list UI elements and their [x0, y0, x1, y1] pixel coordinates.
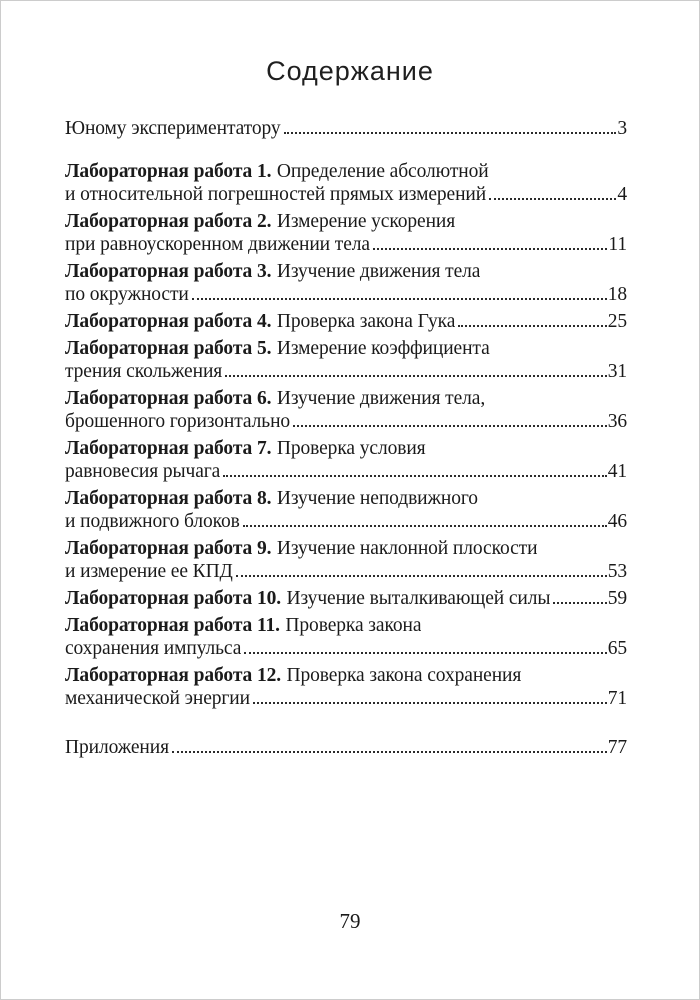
toc-entry [65, 210, 627, 256]
toc-entry-label: Лабораторная работа 11. [65, 615, 280, 636]
toc-entry-title: Проверка закона Гука [276, 311, 456, 332]
toc-entry-line1 [65, 614, 627, 637]
toc-entry-label: Лабораторная работа 2. [65, 211, 272, 232]
toc-entry-title-continuation: трения скольжения [65, 361, 223, 382]
toc-entry-line1 [65, 260, 627, 283]
toc-entry-line2 [65, 183, 627, 206]
toc-entry-page: 4 [617, 184, 627, 205]
dot-leader [244, 652, 606, 654]
toc-entry-title: Изучение движения тела, [276, 388, 486, 409]
toc-entry-title-continuation: механической энергии [65, 688, 250, 709]
toc-entry-page: 53 [607, 561, 627, 582]
dot-leader [243, 525, 607, 527]
toc-entry-title: Измерение коэффициента [276, 338, 490, 359]
toc-entry-page: 41 [607, 461, 627, 482]
toc-entry-page: 11 [608, 234, 627, 255]
toc-entry-title: Проверка закона [285, 615, 422, 636]
toc-entry [65, 587, 627, 610]
toc-entry-title-continuation: сохранения импульса [65, 638, 242, 659]
toc-entry-page: 46 [607, 511, 627, 532]
toc-entry-page: 36 [607, 411, 627, 432]
toc-entry-title: Проверка условия [276, 438, 426, 459]
toc-entry-label: Лабораторная работа 5. [65, 338, 272, 359]
toc-entry-line1 [65, 437, 627, 460]
toc-entry-title: Изучение неподвижного [276, 488, 478, 509]
toc-entry-line1 [65, 487, 627, 510]
toc-entry-label: Лабораторная работа 1. [65, 161, 272, 182]
toc-entry [65, 736, 627, 759]
toc-entry-line1 [65, 387, 627, 410]
toc-entry [65, 664, 627, 710]
toc-entry [65, 310, 627, 333]
toc-entry-line2 [65, 233, 627, 256]
toc-entry-label: Лабораторная работа 9. [65, 538, 272, 559]
toc-entry-title-continuation: и измерение ее КПД [65, 561, 233, 582]
toc-entry-label: Лабораторная работа 8. [65, 488, 272, 509]
toc-entry-page: 3 [617, 118, 627, 139]
toc-entry-label: Лабораторная работа 12. [65, 665, 282, 686]
toc-entry [65, 614, 627, 660]
dot-leader [236, 575, 607, 577]
toc-entry-title: Измерение ускорения [276, 211, 456, 232]
toc-entry-line1 [65, 736, 627, 759]
toc-entry-line1 [65, 664, 627, 687]
page-number: 79 [339, 909, 361, 933]
dot-leader [192, 298, 607, 300]
toc-entry-page: 65 [607, 638, 627, 659]
dot-leader [489, 198, 616, 200]
toc-entry-line2 [65, 510, 627, 533]
toc-entry-title-continuation: брошенного горизонтально [65, 411, 291, 432]
toc-entry-line2 [65, 687, 627, 710]
toc-entry-line2 [65, 560, 627, 583]
toc-entry-label: Лабораторная работа 10. [65, 588, 282, 609]
dot-leader [373, 248, 607, 250]
toc-entry-line1 [65, 587, 627, 610]
dot-leader [284, 132, 617, 134]
dot-leader [223, 475, 606, 477]
toc-entry-title: Приложения [65, 737, 169, 758]
toc-entry-label: Лабораторная работа 4. [65, 311, 272, 332]
toc-entry [65, 387, 627, 433]
toc-entry-line1 [65, 310, 627, 333]
toc-entry-title-continuation: по окружности [65, 284, 189, 305]
toc-entry-page: 71 [607, 688, 627, 709]
toc-entry [65, 160, 627, 206]
toc-entry [65, 337, 627, 383]
toc-entry-label: Лабораторная работа 3. [65, 261, 272, 282]
toc-entry-label: Лабораторная работа 6. [65, 388, 272, 409]
toc-entry-title-continuation: при равноускоренном движении тела [65, 234, 370, 255]
toc-entry-label: Лабораторная работа 7. [65, 438, 272, 459]
dot-leader [225, 375, 607, 377]
toc-entry-page: 77 [607, 737, 627, 758]
dot-leader [458, 325, 606, 327]
toc-entry-line2 [65, 283, 627, 306]
toc-entry [65, 260, 627, 306]
toc-entry-title-continuation: и подвижного блоков [65, 511, 240, 532]
toc-entry-title: Проверка закона сохранения [286, 665, 522, 686]
toc-entry-page: 59 [607, 588, 627, 609]
toc-entry-title-continuation: равновесия рычага [65, 461, 221, 482]
toc-entry [65, 117, 627, 140]
toc-entry-line1 [65, 117, 627, 140]
dot-leader [553, 602, 606, 604]
toc-entry [65, 437, 627, 483]
toc-entry-title: Юному экспериментатору [65, 118, 281, 139]
toc-entry-line1 [65, 337, 627, 360]
toc-entry [65, 537, 627, 583]
toc-entry-line2 [65, 360, 627, 383]
page-title: Содержание [266, 56, 434, 86]
toc-entry-line2 [65, 410, 627, 433]
toc-entry-line1 [65, 210, 627, 233]
dot-leader [253, 702, 607, 704]
dot-leader [172, 751, 607, 753]
toc-entry-page: 31 [607, 361, 627, 382]
table-of-contents [0, 86, 700, 759]
dot-leader [293, 425, 607, 427]
toc-entry-page: 25 [607, 311, 627, 332]
toc-entry [65, 487, 627, 533]
toc-entry-line2 [65, 637, 627, 660]
toc-entry-title: Изучение наклонной плоскости [276, 538, 538, 559]
toc-entry-title: Определение абсолютной [276, 161, 489, 182]
toc-entry-line1 [65, 537, 627, 560]
toc-entry-title: Изучение движения тела [276, 261, 481, 282]
toc-entry-line2 [65, 460, 627, 483]
toc-entry-title-continuation: и относительной погрешностей прямых измерений [65, 184, 487, 205]
toc-entry-title: Изучение выталкивающей силы [286, 588, 551, 609]
toc-entry-page: 18 [607, 284, 627, 305]
toc-entry-line1 [65, 160, 627, 183]
